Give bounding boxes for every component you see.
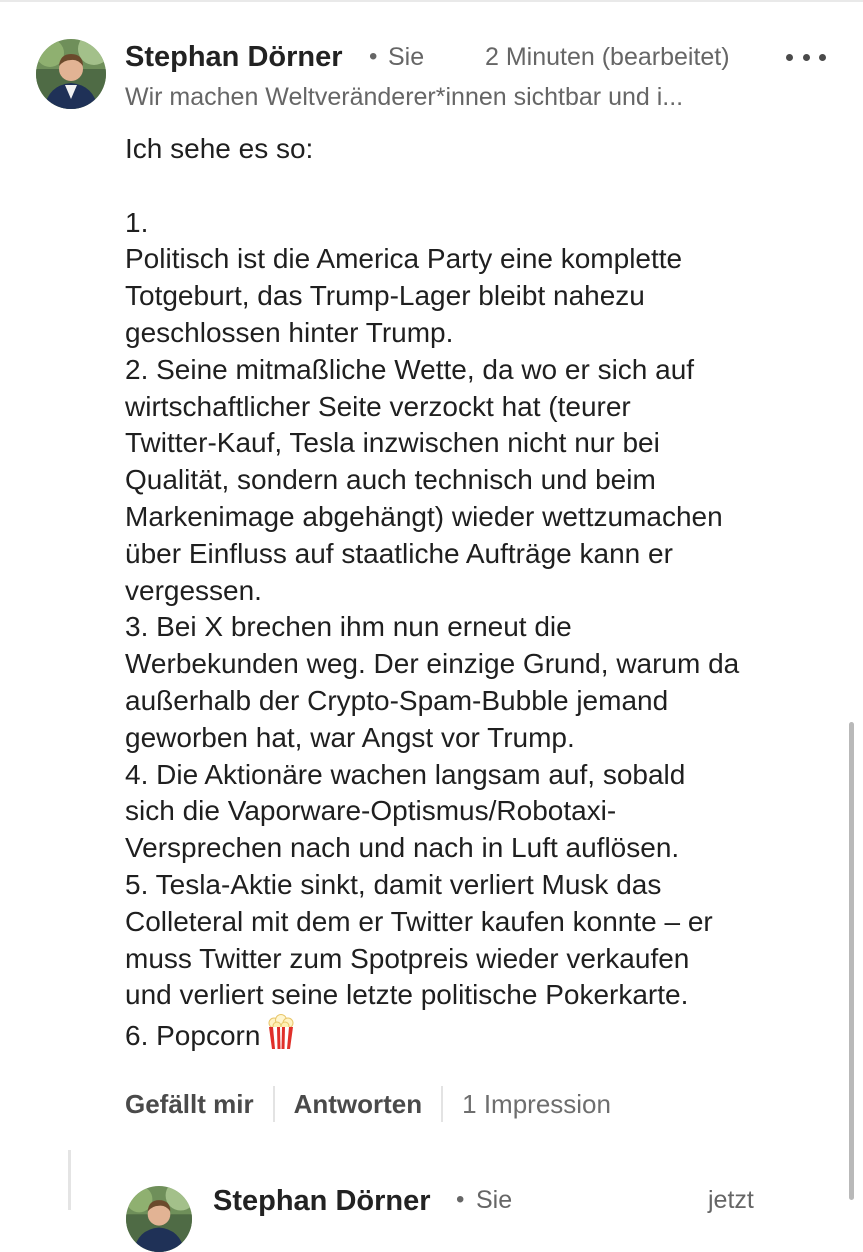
comment-line: Colleteral mit dem er Twitter kaufen konnte – er	[125, 905, 713, 937]
author-badge: Sie	[388, 43, 425, 71]
comment-line: wirtschaftlicher Seite verzockt hat (teurer	[125, 390, 631, 422]
reply-author-badge: Sie	[476, 1186, 513, 1214]
comment-line: geschlossen hinter Trump.	[125, 316, 454, 348]
timestamp: 2 Minuten (bearbeitet)	[485, 43, 730, 71]
reply-timestamp: jetzt	[708, 1186, 754, 1214]
comment-line: 1.	[125, 206, 149, 238]
author-name[interactable]: Stephan Dörner	[125, 41, 343, 73]
comment-line: 3. Bei X brechen ihm nun erneut die	[125, 611, 572, 643]
separator-dot: •	[369, 43, 378, 70]
comment-line: über Einfluss auf staatliche Aufträge kann er	[125, 537, 673, 569]
comment-line: Markenimage abgehängt) wieder wettzumachen	[125, 500, 723, 532]
comment-line: Werbekunden weg. Der einzige Grund, warum da	[125, 648, 740, 680]
like-button[interactable]: Gefällt mir	[125, 1088, 254, 1119]
comment-line	[125, 168, 840, 205]
comment-line: Ich sehe es so:	[125, 133, 314, 164]
comment-line: muss Twitter zum Spotpreis wieder verkaufen	[125, 942, 690, 974]
avatar[interactable]	[36, 39, 106, 109]
comment-line: Qualität, sondern auch technisch und beim	[125, 464, 656, 496]
comment-line: sich die Vaporware-Optismus/Robotaxi-	[125, 795, 617, 827]
impressions-count[interactable]: 1 Impression	[462, 1088, 611, 1119]
comment-line: 5. Tesla-Aktie sinkt, damit verliert Musk das	[125, 868, 662, 900]
action-divider	[273, 1086, 275, 1122]
reply-avatar[interactable]	[126, 1186, 192, 1252]
comment-line: vergessen.	[125, 574, 262, 606]
author-headline: Wir machen Weltveränderer*innen sichtbar und i...	[125, 83, 684, 111]
comment-line: Twitter-Kauf, Tesla inzwischen nicht nur bei	[125, 427, 660, 459]
comment-line: außerhalb der Crypto-Spam-Bubble jemand	[125, 684, 669, 716]
popcorn-icon	[266, 1014, 296, 1060]
comment-last-line	[125, 1014, 840, 1051]
comment-line: 4. Die Aktionäre wachen langsam auf, sobald	[125, 758, 686, 790]
comment-line: Versprechen nach und nach in Luft auflösen.	[125, 832, 680, 864]
top-divider	[0, 0, 863, 2]
reply-author-name[interactable]: Stephan Dörner	[213, 1185, 431, 1217]
comment-line-text: 6. Popcorn	[125, 1020, 261, 1052]
thread-line	[68, 1150, 71, 1210]
comment-text	[125, 131, 840, 1051]
reply-button[interactable]: Antworten	[293, 1088, 423, 1119]
more-icon-dot	[803, 54, 810, 61]
more-icon-dot	[786, 54, 793, 61]
action-divider	[441, 1086, 443, 1122]
more-icon-dot	[819, 54, 826, 61]
reply-separator-dot: •	[456, 1186, 465, 1213]
scrollbar[interactable]	[849, 722, 854, 1200]
comment-actions	[125, 1084, 611, 1124]
comment-line: geworben hat, war Angst vor Trump.	[125, 721, 575, 753]
comment-line: 2. Seine mitmaßliche Wette, da wo er sich auf	[125, 353, 695, 385]
comment-line: Politisch ist die America Party eine komplette	[125, 243, 683, 275]
comment-line: und verliert seine letzte politische Pokerkarte.	[125, 979, 689, 1011]
more-options-button[interactable]	[786, 44, 826, 70]
comment-line: Totgeburt, das Trump-Lager bleibt nahezu	[125, 280, 645, 312]
